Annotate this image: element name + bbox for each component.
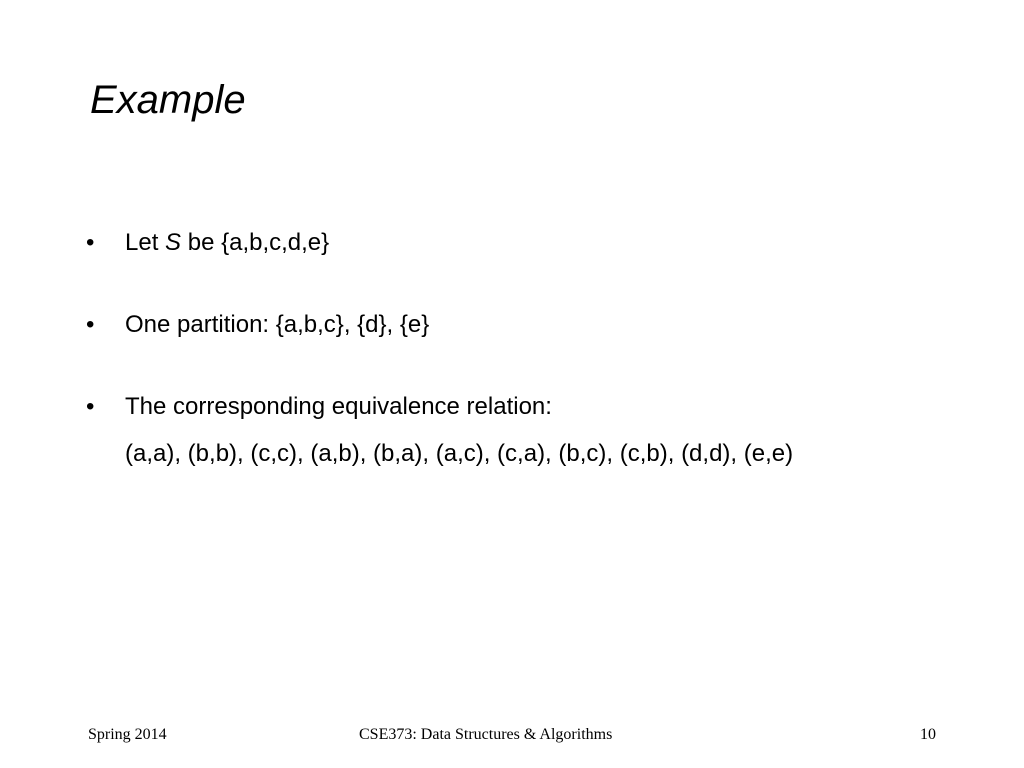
bullet-text-suffix: be {a,b,c,d,e}: [181, 229, 330, 256]
footer-course: CSE373: Data Structures & Algorithms: [359, 726, 613, 743]
relation-pairs: (a,a), (b,b), (c,c), (a,b), (b,a), (a,c), (c,a), (b,c), (c,b), (d,d), (e,e): [125, 440, 794, 467]
bullet-icon: •: [86, 393, 95, 420]
bullet-text: The corresponding equivalence relation:: [125, 393, 552, 420]
bullet-list: [86, 226, 986, 519]
bullet-icon: •: [86, 311, 95, 338]
bullet-text-prefix: Let: [125, 229, 166, 256]
bullet-text: One partition: {a,b,c}, {d}, {e}: [125, 311, 430, 338]
set-variable-s: S: [165, 229, 182, 256]
footer-page-number: 10: [920, 726, 936, 743]
slide-title: Example: [90, 78, 246, 122]
bullet-icon: •: [86, 229, 95, 256]
bullet-item-let-s: [86, 226, 986, 260]
bullet-item-equivalence-relation: [86, 390, 986, 471]
bullet-item-partition: [86, 308, 986, 342]
footer-term: Spring 2014: [88, 726, 167, 743]
